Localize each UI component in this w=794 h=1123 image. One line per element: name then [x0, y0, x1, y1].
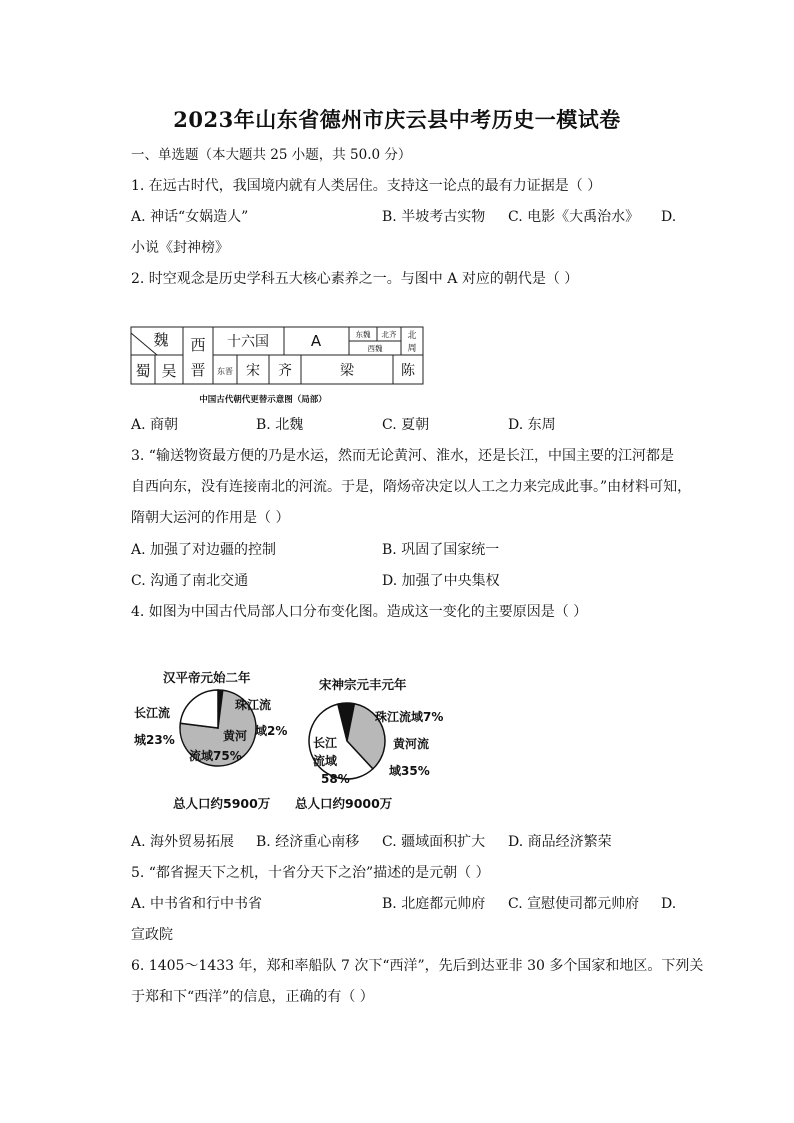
q3-stem-line-1: 3. “输送物资最方便的乃是水运，然而无论黄河、淮水，还是长江，中国主要的江河都是: [131, 448, 674, 464]
cell-wei: 魏: [153, 331, 169, 349]
pie2-label-huanghe-1: 黄河流: [393, 737, 430, 751]
q4-option-b: B. 经济重心南移: [256, 834, 360, 850]
pie1-label-huanghe-2: 流域75%: [189, 749, 242, 763]
q2-option-d: D. 东周: [508, 417, 556, 433]
cell-a: A: [310, 332, 322, 350]
cell-xi: 西: [190, 336, 206, 354]
q3-option-c: C. 沟通了南北交通: [131, 573, 249, 589]
q1-option-d: D.: [661, 209, 677, 225]
pie1-label-changjiang-1: 长江流: [134, 706, 171, 720]
q1-option-c: C. 电影《大禹治水》: [508, 209, 640, 225]
cell-jin: 晋: [190, 361, 206, 379]
cell-qi: 齐: [278, 363, 292, 379]
q3-option-b: B. 巩固了国家统一: [382, 542, 500, 558]
q4-option-d: D. 商品经济繁荣: [508, 834, 612, 850]
pie1-label-huanghe-1: 黄河: [223, 729, 248, 743]
cell-dongjin: 东晋: [217, 367, 233, 376]
cell-bei: 北: [407, 331, 417, 341]
pie1-label-changjiang-2: 城23%: [134, 733, 175, 747]
q5-option-a: A. 中书省和行中书省: [131, 896, 263, 912]
pie2-label-changjiang-2: 流域: [313, 754, 338, 768]
q1-option-a: A. 神话“女娲造人”: [131, 209, 249, 225]
q3-option-d: D. 加强了中央集权: [382, 573, 500, 589]
q5-option-c: C. 宣慰使司都元帅府: [508, 896, 640, 912]
q3-stem-line-3: 隋朝大运河的作用是（ ）: [131, 510, 290, 526]
cell-xiwei: 西魏: [367, 344, 383, 353]
q2-option-b: B. 北魏: [256, 417, 304, 433]
population-pie-charts: [131, 660, 444, 820]
q2-option-a: A. 商朝: [131, 417, 179, 433]
cell-wu: 吴: [161, 362, 177, 380]
cell-dongwei: 东魏: [355, 330, 371, 339]
q5-option-b: B. 北庭都元帅府: [382, 896, 486, 912]
q1-option-d-text: 小说《封神榜》: [131, 240, 229, 256]
q3-stem-line-2: 自西向东，没有连接南北的河流。于是，隋炀帝决定以人工之力来完成此事。”由材料可知，: [131, 479, 692, 495]
q1-option-b: B. 半坡考古实物: [382, 209, 486, 225]
pie2-total: 总人口约9000万: [295, 796, 393, 811]
q4-option-c: C. 疆域面积扩大: [382, 834, 486, 850]
q2-stem: 2. 时空观念是历史学科五大核心素养之一。与图中 A 对应的朝代是（ ）: [131, 271, 579, 287]
pie2-label-changjiang-1: 长江: [313, 736, 338, 750]
cell-liang: 梁: [340, 363, 354, 379]
pie1-total: 总人口约5900万: [173, 796, 271, 811]
section-heading: 一、单选题（本大题共 25 小题，共 50.0 分）: [131, 147, 412, 163]
dynasty-chart-caption: 中国古代朝代更替示意图（局部）: [199, 395, 327, 405]
pie2-label-zhujiang: 珠江流域7%: [375, 710, 444, 724]
q6-stem-line-2: 于郑和下“西洋”的信息，正确的有（ ）: [131, 989, 374, 1005]
pie2-label-changjiang-3: 58%: [321, 772, 350, 786]
q4-option-a: A. 海外贸易拓展: [131, 834, 235, 850]
cell-song: 宋: [246, 363, 260, 379]
q1-stem: 1. 在远古时代，我国境内就有人类居住。支持这一论点的最有力证据是（ ）: [131, 178, 602, 194]
pie2-label-huanghe-2: 域35%: [389, 764, 430, 778]
q5-stem: 5. “都省握天下之机，十省分天下之治”描述的是元朝（ ）: [131, 865, 490, 881]
q4-stem: 4. 如图为中国古代局部人口分布变化图。造成这一变化的主要原因是（ ）: [131, 604, 588, 620]
q3-option-a: A. 加强了对边疆的控制: [131, 542, 277, 558]
q6-stem-line-1: 6. 1405～1433 年，郑和率船队 7 次下“西洋”，先后到达亚非 30 多个国家和地区。下列关: [131, 958, 704, 974]
cell-shiliuguo: 十六国: [227, 334, 269, 350]
cell-beiqi: 北齐: [381, 330, 397, 339]
pie1-title: 汉平帝元始二年: [163, 670, 251, 685]
q5-option-d-text: 宣政院: [131, 927, 173, 943]
q5-option-d: D.: [661, 896, 677, 912]
pie1-label-zhujiang-2: 域2%: [255, 724, 288, 738]
q2-option-c: C. 夏朝: [382, 417, 430, 433]
pie1-slice-changjiang: [180, 690, 218, 728]
pie1-label-zhujiang-1: 珠江流: [235, 698, 272, 712]
dynasty-chart: [131, 327, 431, 407]
cell-chen: 陈: [401, 363, 415, 379]
cell-shu: 蜀: [135, 362, 151, 380]
pie2-title: 宋神宗元丰元年: [319, 677, 407, 692]
exam-title: 2023年山东省德州市庆云县中考历史一模试卷: [173, 107, 621, 132]
cell-zhou: 周: [407, 344, 417, 354]
